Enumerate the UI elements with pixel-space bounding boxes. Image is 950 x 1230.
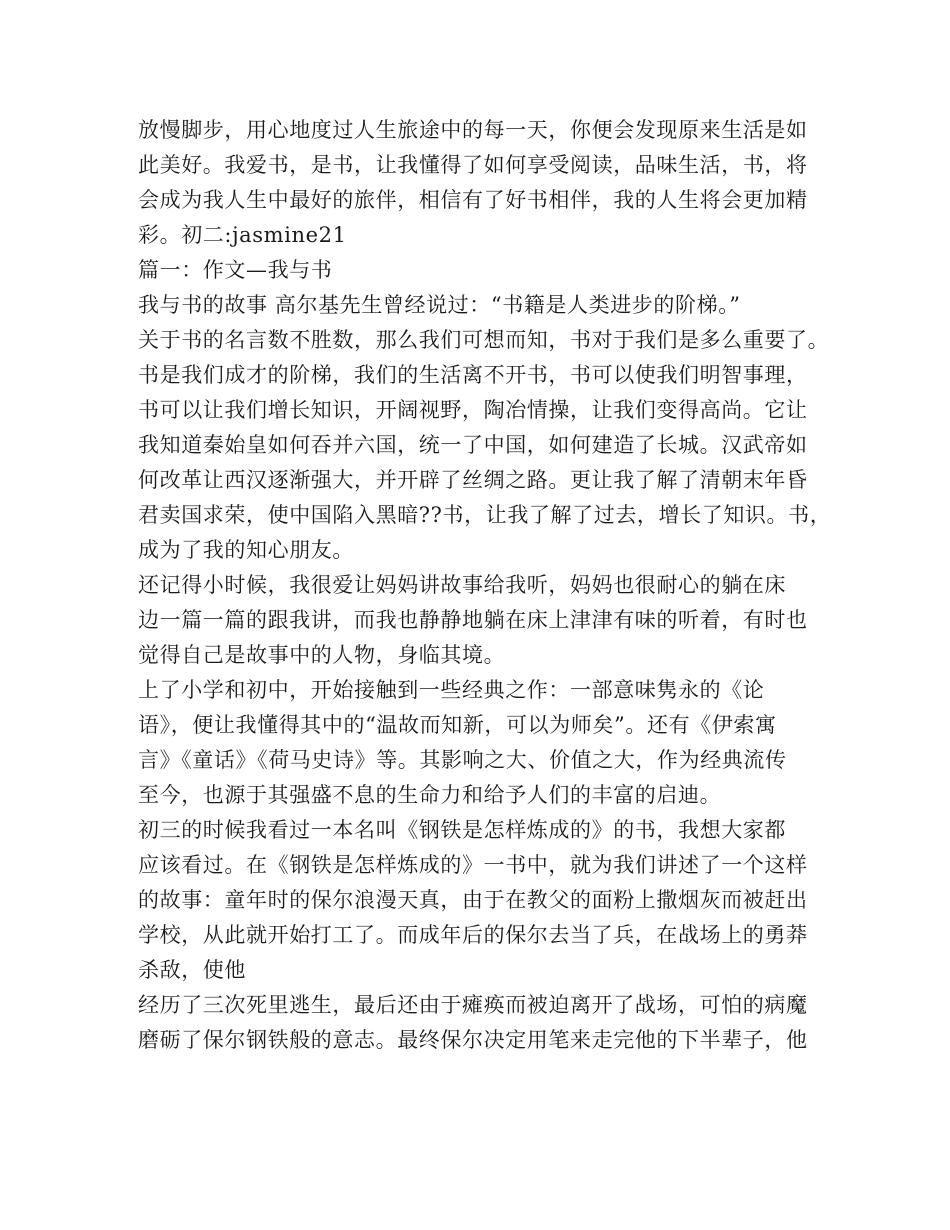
- text-line-23: 的故事：童年时的保尔浪漫天真，由于在教父的面粉上撒烟灰而被赶出: [138, 888, 808, 912]
- text-line-22: 应该看过。在《钢铁是怎样炼成的》一书中，就为我们讲述了一个这样: [138, 853, 808, 877]
- text-line-20: 至今，也源于其强盛不息的生命力和给予人们的丰富的启迪。: [138, 783, 722, 807]
- text-line-2: 此美好。我爱书，是书，让我懂得了如何享受阅读，品味生活，书，将: [138, 153, 808, 177]
- text-line-25: 杀敌，使他: [138, 958, 246, 982]
- text-line-9: 书可以让我们增长知识，开阔视野，陶冶情操，让我们变得高尚。它让: [138, 398, 808, 422]
- text-line-6: 我与书的故事 高尔基先生曾经说过：“书籍是人类进步的阶梯。”: [138, 293, 741, 317]
- text-line-21: 初三的时候我看过一本名叫《钢铁是怎样炼成的》的书，我想大家都: [138, 818, 786, 842]
- text-line-15: 边一篇一篇的跟我讲，而我也静静地躺在床上津津有味的听着，有时也: [138, 608, 808, 632]
- text-line-10: 我知道秦始皇如何吞并六国，统一了中国，如何建造了长城。汉武帝如: [138, 433, 808, 457]
- text-line-13: 成为了我的知心朋友。: [138, 538, 354, 562]
- text-line-26: 经历了三次死里逃生，最后还由于瘫痪而被迫离开了战场，可怕的病魔: [138, 993, 808, 1017]
- text-line-8: 书是我们成才的阶梯，我们的生活离不开书，书可以使我们明智事理，: [138, 363, 808, 387]
- text-line-27: 磨砺了保尔钢铁般的意志。最终保尔决定用笔来走完他的下半辈子，他: [138, 1028, 808, 1052]
- text-line-24: 学校，从此就开始打工了。而成年后的保尔去当了兵，在战场上的勇莽: [138, 923, 808, 947]
- text-line-4: 彩。初二:jasmine21: [138, 223, 347, 247]
- text-line-11: 何改革让西汉逐渐强大，并开辟了丝绸之路。更让我了解了清朝末年昏: [138, 468, 808, 492]
- text-line-19: 言》《童话》《荷马史诗》等。其影响之大、价值之大，作为经典流传: [138, 748, 787, 772]
- text-line-18: 语》，便让我懂得其中的“温故而知新，可以为师矣”。还有《伊索寓: [138, 713, 777, 737]
- text-line-12: 君卖国求荣，使中国陷入黑暗??书，让我了解了过去，增长了知识。书，: [138, 503, 832, 527]
- text-line-7: 关于书的名言数不胜数，那么我们可想而知，书对于我们是多么重要了。: [138, 328, 830, 352]
- text-line-17: 上了小学和初中，开始接触到一些经典之作：一部意味隽永的《论: [138, 678, 765, 702]
- text-line-16: 觉得自己是故事中的人物，身临其境。: [138, 643, 506, 667]
- text-line-3: 会成为我人生中最好的旅伴，相信有了好书相伴，我的人生将会更加精: [138, 188, 808, 212]
- text-line-14: 还记得小时候，我很爱让妈妈讲故事给我听，妈妈也很耐心的躺在床: [138, 573, 786, 597]
- text-line-1: 放慢脚步，用心地度过人生旅途中的每一天，你便会发现原来生活是如: [138, 118, 808, 142]
- section-heading: 篇一：作文—我与书: [138, 258, 333, 282]
